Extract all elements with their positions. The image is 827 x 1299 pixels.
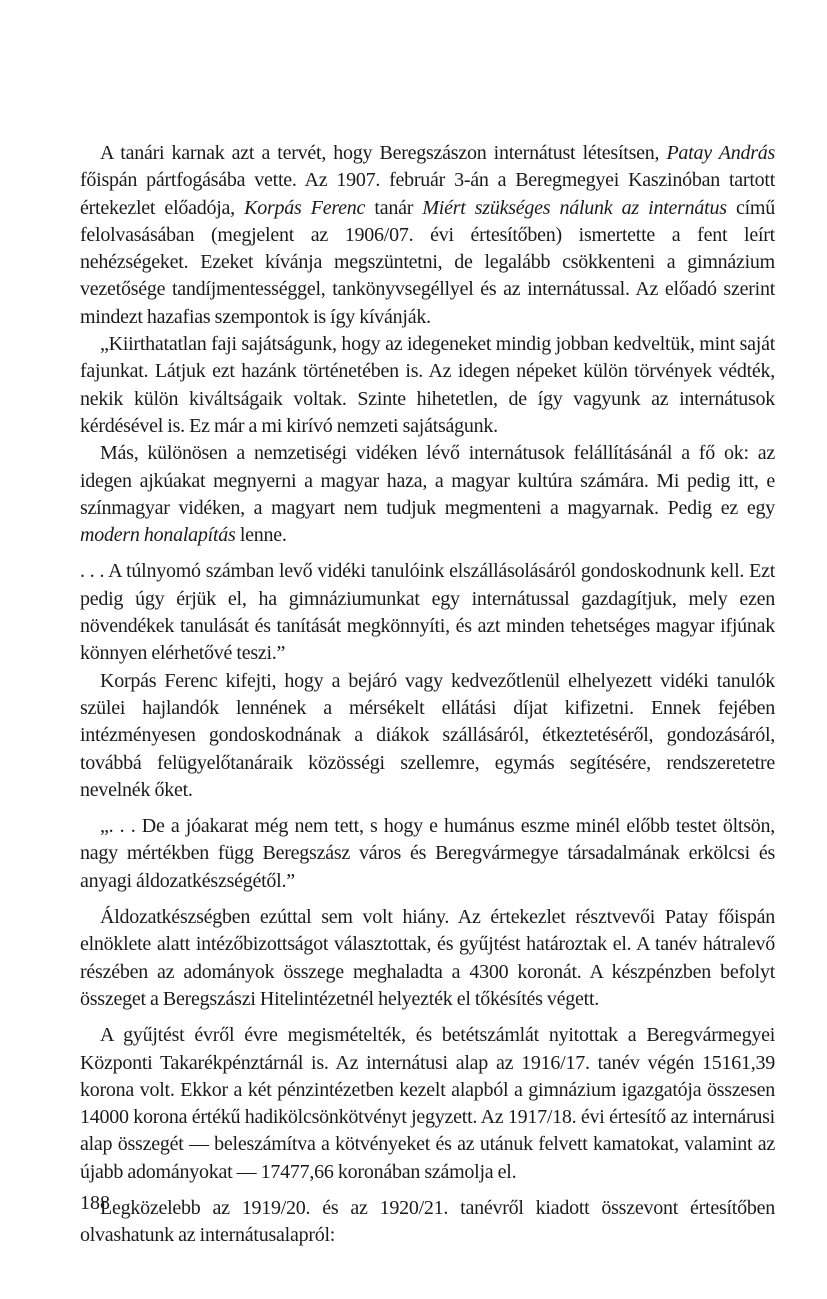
paragraph-6-quote: „. . . De a jóakarat még nem tett, s hogy e humánus eszme minél előbb testet öltsön, nagy mértékben függ Beregszász város és Beregvármegye társadalmának erkölcsi és anyagi áldozatkészségétől.” bbox=[80, 815, 775, 892]
p1-name-patay: Patay András bbox=[666, 142, 776, 164]
paragraph-9: Legközelebb az 1919/20. és az 1920/21. tanévről kiadott összevont értesítőben olvashatunk az internátusalapról: bbox=[80, 1196, 775, 1247]
p3-text-a: Más, különösen a nemzetiségi vidéken lévő internátusok felállításánál a fő ok: az idegen ajkúakat megnyerni a magyar haza, a magyar kultúra számára. Mi pedig itt, e színmagyar vidéken, a magyart nem tudjuk megmenteni a magyarnak. Pedig ez egy bbox=[80, 442, 775, 519]
p1-lecture-title: Miért szükséges nálunk az internátus bbox=[422, 196, 727, 219]
paragraph-1 bbox=[80, 140, 775, 331]
body-text bbox=[80, 140, 775, 1250]
paragraph-4-quote: . . . A túlnyomó számban levő vidéki tanulóink elszállásolásáról gondoskodnunk kell. Ezt pedig úgy érjük el, ha gimnáziumunkat egy internátussal gazdagítjuk, mely ezen növendékek tanulását és tanítását megkönnyíti, és azt minden tehetséges magyar ifjúnak könnyen elérhetővé teszi.” bbox=[80, 560, 775, 665]
paragraph-5: Korpás Ferenc kifejti, hogy a bejáró vagy kedvezőtlenül elhelyezett vidéki tanulók szülei hajlandók lennének a mérsékelt ellátási díjat kifizetni. Ennek fejében intézményesen gondoskodnának a diákok szállásáról, étkeztetéséről, gondozásáról, továbbá felügyelőtanáraik közösségi szellemre, egymás segítésére, rendszeretetre nevelnék őket. bbox=[80, 669, 775, 801]
p3-emphasis: modern honalapítás bbox=[80, 524, 236, 547]
paragraph-8: A gyűjtést évről évre megismételték, és betétszámlát nyitottak a Beregvármegyei Központi Takarékpénztárnál is. Az internátusi alap az 1916/17. tanév végén 15161,39 korona volt. Ekkor a két pénzintézetben kezelt alapból a gimnázium igazgatója összesen 14000 korona értékű hadikölcsönkötvényt jegyzett. Az 1917/18. évi értesítő az internárusi alap összegét — beleszámítva a kötvényeket és az utánuk felvett kamatokat, valamint az újabb adományokat — 17477,66 koronában számolja el. bbox=[80, 1024, 775, 1183]
p3-text-c: lenne. bbox=[235, 524, 287, 547]
p1-text-a: A tanári karnak azt a tervét, hogy Beregszászon internátust létesítsen, bbox=[100, 142, 667, 164]
paragraph-7: Áldozatkészségben ezúttal sem volt hiány. Az értekezlet résztvevői Patay főispán elnöklete alatt intézőbizottságot választottak, és gyűjtést határoztak el. A tanév hátralevő részében az adományok összege meghaladta a 4300 koronát. A készpénzben befolyt összeget a Beregszászi Hitelintézetnél helyezték el tőkésítés végett. bbox=[80, 906, 775, 1010]
paragraph-2-quote: „Kiirthatatlan faji sajátságunk, hogy az idegeneket mindig jobban kedveltük, mint saját fajunkat. Látjuk ezt hazánk történetében is. Az idegen népeket külön törvények védték, nekik külön kiváltságaik voltak. Szinte hihetetlen, de így vagyunk az internátusok kérdésével is. Ez már a mi kirívó nemzeti sajátságunk. bbox=[80, 333, 775, 437]
paragraph-3-quote bbox=[80, 440, 775, 549]
p1-text-e: tanár bbox=[365, 196, 423, 219]
p1-text-g: című felolvasásában (megjelent az 1906/07. évi értesítőben) ismertette a fent leírt nehézségeket. Ezeket kívánja megszüntetni, de legalább csökkenteni a gimnázium vezetősége tandíjmentességgel, tankönyvsegéllyel és az internátussal. Az előadó szerint mindezt hazafias szempontok is így kívánják. bbox=[80, 196, 775, 328]
p1-name-korpas: Korpás Ferenc bbox=[244, 196, 366, 219]
page-number: 188 bbox=[80, 1192, 110, 1214]
p1-text-c: főispán pártfogásába vette. Az 1907. február 3-án a Beregmegyei Kaszinóban tartott értekezlet előadója, bbox=[80, 169, 775, 219]
